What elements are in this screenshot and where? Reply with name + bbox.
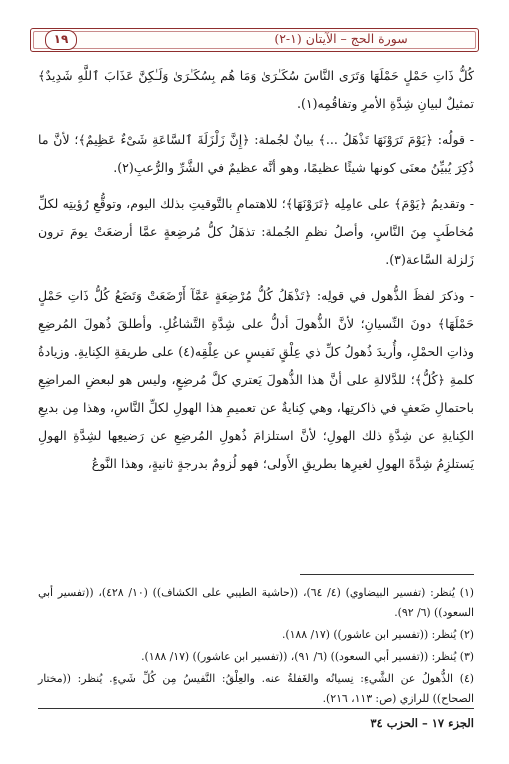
paragraph-1: كُلُّ ذَاتِ حَمْلٍ حَمْلَهَا وَتَرَى النَّاسَ سُكَـٰرَىٰ وَمَا هُم بِسُكَـٰرَىٰ وَلَـٰكِنَّ عَذَابَ ٱللَّهِ شَدِيدٌ﴾ تمثيلٌ لبيانِ شِدَّةِ الأمرِ وتفاقُمِه(١). (38, 68, 474, 111)
page-footer: الجزء ١٧ – الحزب ٣٤ (370, 716, 474, 730)
page-number: ١٩ (45, 30, 77, 50)
paragraph-2: - قولُه: ﴿يَوْمَ تَرَوْنَهَا تَذْهَلُ ...﴾ بيانٌ لجُملة: ﴿إِنَّ زَلْزَلَةَ ٱلسَّاعَةِ شَىْءٌ عَظِيمٌ﴾؛ لأنَّ ما ذُكِرَ يُبيِّنُ معنَى كونها شيئًا عظيمًا، وهو أنَّه عظيمٌ في الشَّرِّ والرُّعبِ(٢). (38, 132, 474, 175)
footnote-3: (٣) يُنظر: ((تفسير أبي السعود)) (٦/ ٩١)، ((تفسير ابن عاشور)) (١٧/ ١٨٨). (141, 650, 474, 663)
paragraph-4: - وذكرَ لفظَ الذُّهول في قولِه: ﴿تَذْهَلُ كُلُّ مُرْضِعَةٍ عَمَّآ أَرْضَعَتْ وَتَضَعُ كُلُّ ذَاتِ حَمْلٍ حَمْلَهَا﴾ دونَ النِّسيانِ؛ لأنَّ الذُّهولَ أدلُّ على شِدَّةِ التَّشاغُلِ. وأطلقَ ذُهولَ المُرضِعِ وذاتِ الحمْلِ، وأُريدَ ذُهولُ كلِّ ذي عِلْقٍ نَفيسٍ عن عِلْقِه(٤) على طريقةِ الكِنايةِ. وزيادةُ كلمةِ ﴿كُلُّ﴾؛ للدَّلالةِ على أنَّ هذا الذُّهولَ يَعتري كلَّ مُرضِعٍ، وليس هو لبعضِ المراضِعِ باحتمالِ ضَعفٍ في ذاكرتِها، وهي كِنايةٌ عن تعميمِ هذا الهولِ لكلِّ النَّاسِ، وهذا مِن بديعِ الكِنايةِ عن شِدَّةِ ذلك الهولِ؛ لأنَّ استلزامَ ذُهولِ المُرضِعِ عن رَضيعِها لشِدَّةِ الهولِ يَستلزِمُ شِدَّةَ الهولِ لغيرِها بطريقِ الأَولى؛ فهو لُزومٌ بدرجةٍ ثانيةٍ، وهذا النَّوعُ (38, 288, 474, 471)
main-text (38, 62, 474, 486)
footnote-2: (٢) يُنظر: ((تفسير ابن عاشور)) (١٧/ ١٨٨). (281, 628, 474, 641)
footnotes (38, 583, 474, 711)
footnote-separator (300, 574, 474, 575)
page-header (30, 28, 479, 52)
paragraph-3: - وتقديمُ ﴿يَوْمَ﴾ على عامِلِه ﴿تَرَوْنَهَا﴾؛ للاهتمامِ بالتَّوقيتِ بذلك اليوم، وتوقُّعِ رُؤيتِه لكلِّ مُخاطَبٍ مِنَ النَّاسِ، وأصلُ نظمِ الجُملة: تذهَلُ كلُّ مُرضِعةٍ عمَّا أرضعَتْ يومَ ترون زَلزلة السَّاعة(٣). (38, 196, 474, 267)
footer-rule (38, 708, 474, 709)
footnote-1: (١) يُنظر: (تفسير البيضاوي) (٤/ ٦٤)، ((حاشية الطيبي على الكشاف)) (١٠/ ٤٢٨)، ((تفسير أبي السعود)) (٦/ ٩٢). (38, 586, 474, 619)
surah-title: سورة الحج – الآيتان (١-٢) (274, 31, 408, 46)
footnote-4: (٤) الذُّهولُ عن الشَّيءِ: نِسيانُه والغَفلةُ عنه. والعِلْقُ: النَّفيسُ مِن كُلِّ شَيءٍ. يُنظر: ((مختار الصحاح)) للرازي (ص: ١١٣، ٢١٦). (38, 672, 474, 705)
